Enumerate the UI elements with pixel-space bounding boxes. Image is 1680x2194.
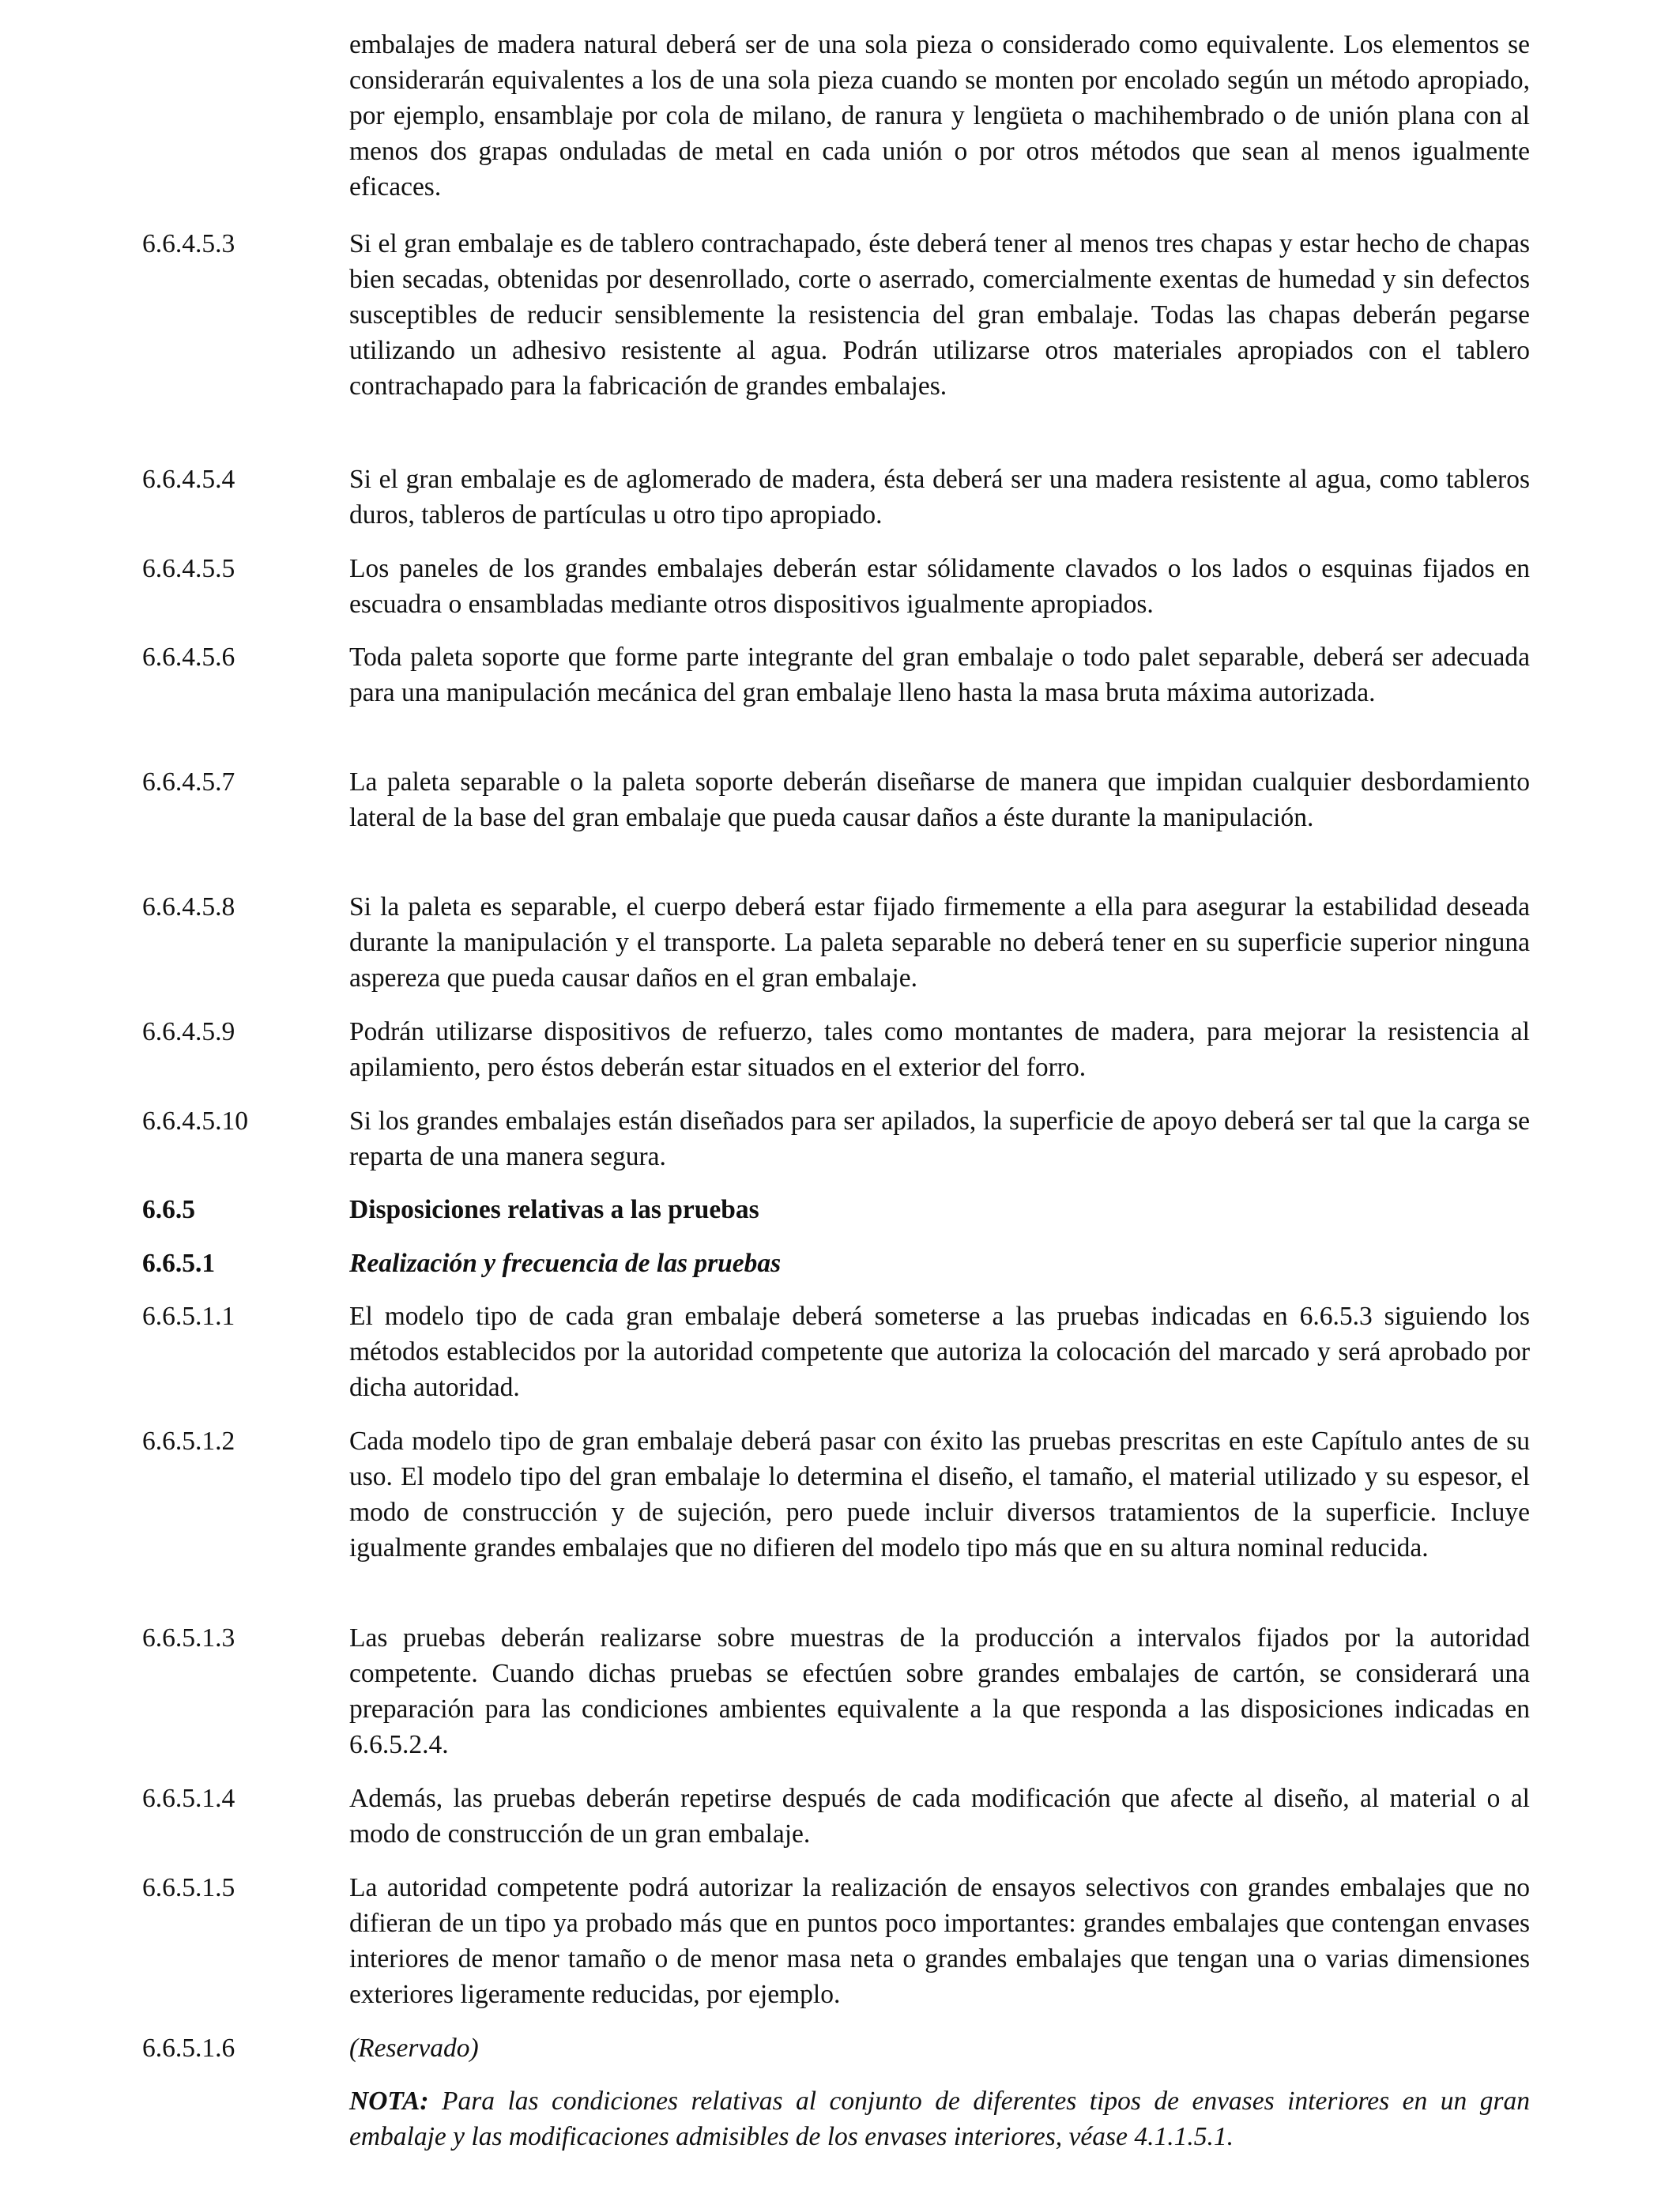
paragraph-number: 6.6.5.1.3 bbox=[142, 1623, 235, 1653]
note-text bbox=[349, 2083, 1530, 2154]
subsection-number: 6.6.5.1 bbox=[142, 1249, 216, 1278]
paragraph-number: 6.6.4.5.8 bbox=[142, 892, 235, 922]
paragraph-text: Las pruebas deberán realizarse sobre muestras de la producción a intervalos fijados por la autoridad competente. Cuando dichas pruebas se efectúen sobre grandes embalajes de cartón, se considerará una preparación para las condiciones ambientes equivalente a la que responda a las disposiciones indicadas en 6.6.5.2.4. bbox=[349, 1623, 1530, 1759]
subsection-title: Realización y frecuencia de las pruebas bbox=[349, 1249, 782, 1278]
section-title: Disposiciones relativas a las pruebas bbox=[349, 1195, 759, 1224]
paragraph-number: 6.6.4.5.4 bbox=[142, 465, 235, 494]
paragraph-text: La autoridad competente podrá autorizar la realización de ensayos selectivos con grandes embalajes que no difieran de un tipo ya probado más que en puntos poco importantes: grandes embalajes que contengan envases interiores de menor tamaño o de menor masa neta o grandes embalajes que tengan una o varias dimensiones exteriores ligeramente reducidas, por ejemplo. bbox=[349, 1873, 1530, 2009]
paragraph-text: Si el gran embalaje es de aglomerado de madera, ésta deberá ser una madera resistente al agua, como tableros duros, tableros de partículas u otro tipo apropiado. bbox=[349, 465, 1530, 530]
paragraph-number: 6.6.5.1.5 bbox=[142, 1873, 235, 1902]
paragraph-number: 6.6.4.5.3 bbox=[142, 229, 235, 258]
paragraph-text: (Reservado) bbox=[349, 2034, 479, 2063]
note-body: Para las condiciones relativas al conjunto de diferentes tipos de envases interiores en un gran embalaje y las modificaciones admisibles de los envases interiores, véase 4.1.1.5.1. bbox=[349, 2087, 1530, 2151]
paragraph-text: Si los grandes embalajes están diseñados para ser apilados, la superficie de apoyo deberá ser tal que la carga se reparta de una manera segura. bbox=[349, 1106, 1530, 1171]
paragraph-text: Además, las pruebas deberán repetirse después de cada modificación que afecte al diseño, al material o al modo de construcción de un gran embalaje. bbox=[349, 1784, 1530, 1849]
paragraph-text: Si la paleta es separable, el cuerpo deberá estar fijado firmemente a ella para asegurar la estabilidad deseada durante la manipulación y el transporte. La paleta separable no deberá tener en su superficie superior ninguna aspereza que pueda causar daños en el gran embalaje. bbox=[349, 892, 1530, 993]
note-label: NOTA: bbox=[349, 2087, 429, 2116]
paragraph-number: 6.6.5.1.1 bbox=[142, 1302, 235, 1331]
paragraph-text: Los paneles de los grandes embalajes deberán estar sólidamente clavados o los lados o esquinas fijados en escuadra o ensambladas mediante otros dispositivos igualmente apropiados. bbox=[349, 554, 1530, 619]
paragraph-number: 6.6.4.5.10 bbox=[142, 1106, 248, 1136]
paragraph-text: Cada modelo tipo de gran embalaje deberá pasar con éxito las pruebas prescritas en este Capítulo antes de su uso. El modelo tipo del gran embalaje lo determina el diseño, el tamaño, el material utilizado y su espesor, el modo de construcción y de sujeción, pero puede incluir diversos tratamientos de la superficie. Incluye igualmente grandes embalajes que no difieren del modelo tipo más que en su altura nominal reducida. bbox=[349, 1427, 1530, 1563]
section-number: 6.6.5 bbox=[142, 1195, 195, 1224]
paragraph-text: embalajes de madera natural deberá ser de una sola pieza o considerado como equivalente. Los elementos se considerarán equivalentes a los de una sola pieza cuando se monten por encolado según un método apropiado, por ejemplo, ensamblaje por cola de milano, de ranura y lengüeta o machihembrado o de unión plana con al menos dos grapas onduladas de metal en cada unión o por otros métodos que sean al menos igualmente eficaces. bbox=[349, 30, 1530, 202]
paragraph-number: 6.6.4.5.5 bbox=[142, 554, 235, 583]
paragraph-text: La paleta separable o la paleta soporte deberán diseñarse de manera que impidan cualquier desbordamiento lateral de la base del gran embalaje que pueda causar daños a éste durante la manipulación. bbox=[349, 767, 1530, 832]
paragraph-number: 6.6.4.5.6 bbox=[142, 643, 235, 672]
paragraph-number: 6.6.5.1.2 bbox=[142, 1427, 235, 1456]
paragraph-number: 6.6.5.1.6 bbox=[142, 2034, 235, 2063]
paragraph-text: Toda paleta soporte que forme parte integrante del gran embalaje o todo palet separable, deberá ser adecuada para una manipulación mecánica del gran embalaje lleno hasta la masa bruta máxima autorizada. bbox=[349, 643, 1530, 707]
paragraph-text: Podrán utilizarse dispositivos de refuerzo, tales como montantes de madera, para mejorar la resistencia al apilamiento, pero éstos deberán estar situados en el exterior del forro. bbox=[349, 1017, 1530, 1082]
paragraph-number: 6.6.5.1.4 bbox=[142, 1784, 235, 1813]
paragraph-text: Si el gran embalaje es de tablero contrachapado, éste deberá tener al menos tres chapas y estar hecho de chapas bien secadas, obtenidas por desenrollado, corte o aserrado, comercialmente exentas de humedad y sin defectos susceptibles de reducir sensiblemente la resistencia del gran embalaje. Todas las chapas deberán pegarse utilizando un adhesivo resistente al agua. Podrán utilizarse otros materiales apropiados con el tablero contrachapado para la fabricación de grandes embalajes. bbox=[349, 229, 1530, 401]
paragraph-text: El modelo tipo de cada gran embalaje deberá someterse a las pruebas indicadas en 6.6.5.3 siguiendo los métodos establecidos por la autoridad competente que autoriza la colocación del marcado y será aprobado por dicha autoridad. bbox=[349, 1302, 1530, 1402]
paragraph-number: 6.6.4.5.7 bbox=[142, 767, 235, 797]
paragraph-number: 6.6.4.5.9 bbox=[142, 1017, 235, 1046]
